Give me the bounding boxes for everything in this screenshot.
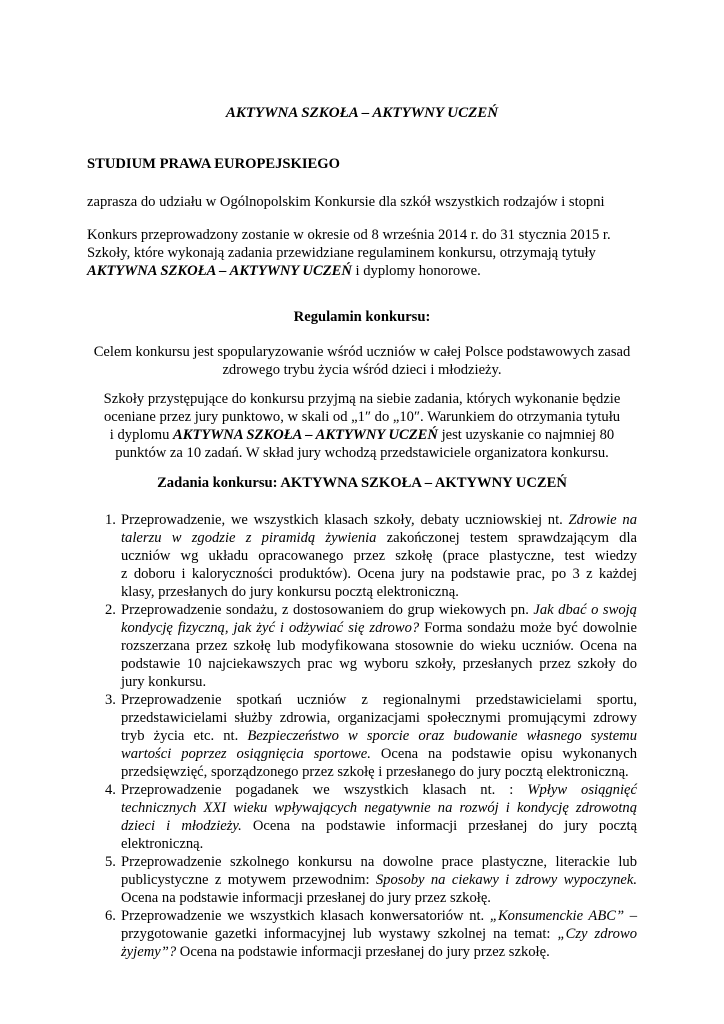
task-emphasis: Zdrowie na: [568, 512, 637, 528]
task-segment: Ocena na podstawie informacji przesłanej do jury pocztą: [241, 818, 637, 834]
goal-paragraph: [60, 343, 664, 379]
task-line: [121, 529, 637, 547]
task-emphasis: Bezpieczeństwo w sporcie oraz budowanie własnego systemu: [247, 728, 638, 744]
task-number: 5.: [105, 854, 116, 870]
task-emphasis: „Czy zdrowo: [557, 926, 637, 942]
task-segment: Ocena na podstawie informacji przesłanej do jury przez szkołę.: [121, 890, 491, 906]
regulations-heading: Regulamin konkursu:: [293, 309, 431, 325]
rules-line: oceniane przez jury punktowo, w skali od „1″ do „10″. Warunkiem do otrzymania tytułu: [103, 409, 621, 425]
task-segment: Forma sondażu może być dowolnie: [419, 620, 638, 636]
task-item: [105, 907, 637, 961]
task-segment: Przeprowadzenie szkolnego konkursu na dowolne prace plastyczne, literackie lub: [121, 854, 637, 870]
task-number: 6.: [105, 908, 116, 924]
task-text: [121, 511, 637, 601]
task-segment: –: [624, 908, 637, 924]
task-number: 3.: [105, 692, 116, 708]
task-segment: z doboru i kaloryczności produktów). Ocena jury na podstawie prac, po 3 z każdej: [121, 566, 637, 582]
task-emphasis: talerzu w zgodzie z piramidą żywienia: [121, 530, 377, 546]
task-text: [121, 691, 637, 781]
task-line: [121, 763, 637, 781]
task-segment: Przeprowadzenie pogadanek we wszystkich klasach nt. :: [121, 782, 528, 798]
invitation-text: zaprasza do udziału w Ogólnopolskim Konkursie dla szkół wszystkich rodzajów i stopni: [87, 194, 605, 210]
intro-line: Szkoły, które wykonają zadania przewidziane regulaminem konkursu, otrzymają tytuły: [87, 245, 596, 261]
rules-paragraph: [60, 390, 664, 462]
task-segment: jury konkursu.: [121, 674, 207, 690]
task-emphasis: Sposoby na ciekawy i zdrowy wypoczynek.: [375, 872, 637, 888]
task-number: 1.: [105, 512, 116, 528]
task-line: [121, 709, 637, 727]
task-segment: zakończonej testem sprawdzającym dla: [376, 530, 637, 546]
contest-name-emphasis: AKTYWNA SZKOŁA – AKTYWNY UCZEŃ: [87, 263, 352, 279]
task-text: [121, 907, 637, 961]
organizer-name: STUDIUM PRAWA EUROPEJSKIEGO: [87, 156, 340, 172]
goal-line: zdrowego trybu życia wśród dzieci i młodzieży.: [222, 362, 502, 378]
task-item: [105, 511, 637, 601]
task-item: [105, 601, 637, 691]
task-segment: przedsięwzięć, sporządzonego przez szkołę i przesłanego do jury pocztą elektroniczną.: [121, 764, 629, 780]
task-line: [121, 745, 637, 763]
task-line: [121, 601, 637, 619]
task-line: [121, 853, 637, 871]
task-emphasis: Wpływ osiągnięć: [527, 782, 637, 798]
task-line: [121, 547, 637, 565]
task-segment: Ocena na podstawie opisu wykonanych: [370, 746, 637, 762]
task-line: [121, 511, 637, 529]
document-title: AKTYWNA SZKOŁA – AKTYWNY UCZEŃ: [225, 105, 499, 121]
intro-line: [87, 262, 647, 280]
task-line: [121, 637, 637, 655]
task-line: [121, 619, 637, 637]
task-line: [121, 835, 637, 853]
tasks-heading: Zadania konkursu: AKTYWNA SZKOŁA – AKTYWNY UCZEŃ: [157, 475, 567, 491]
task-line: [121, 907, 637, 925]
task-text: [121, 853, 637, 907]
intro-line: Konkurs przeprowadzony zostanie w okresie od 8 września 2014 r. do 31 stycznia 2015 r.: [87, 227, 611, 243]
task-segment: podstawie 10 najciekawszych prac wg wyboru szkoły, przesłanych przez szkoły do: [121, 656, 637, 672]
task-segment: uczniów wg układu opracowanego przez szkołę (prace plastyczne, test wiedzy: [121, 548, 637, 564]
task-emphasis: „Konsumenckie ABC”: [489, 908, 625, 924]
rules-line-part: i dyplomu: [109, 427, 174, 443]
tasks-list: [105, 511, 637, 961]
task-segment: elektroniczną.: [121, 836, 204, 852]
task-emphasis: technicznych XXI wieku wpływających negatywnie na rozwój i kondycję zdrowotną: [121, 800, 637, 816]
task-segment: Ocena na podstawie informacji przesłanej do jury przez szkołę.: [176, 944, 550, 960]
task-line: [121, 673, 637, 691]
task-line: [121, 799, 637, 817]
contest-name-emphasis: AKTYWNA SZKOŁA – AKTYWNY UCZEŃ: [173, 427, 438, 443]
task-number: 2.: [105, 602, 116, 618]
task-line: [121, 889, 637, 907]
task-line: [121, 925, 637, 943]
task-text: [121, 781, 637, 853]
task-line: [121, 781, 637, 799]
task-segment: rozszerzana przez szkołę lub modyfikowana stosownie do wieku uczniów. Ocena na: [121, 638, 637, 654]
task-line: [121, 691, 637, 709]
task-line: [121, 583, 637, 601]
task-number: 4.: [105, 782, 116, 798]
goal-line: Celem konkursu jest spopularyzowanie wśród uczniów w całej Polsce podstawowych zasad: [93, 344, 631, 360]
task-emphasis: Jak dbać o swoją: [533, 602, 637, 618]
task-segment: Przeprowadzenie sondażu, z dostosowaniem do grup wiekowych pn.: [121, 602, 534, 618]
task-segment: Przeprowadzenie, we wszystkich klasach szkoły, debaty uczniowskiej nt.: [121, 512, 569, 528]
task-emphasis: dzieci i młodzieży.: [121, 818, 242, 834]
task-segment: Przeprowadzenie spotkań uczniów z regionalnymi przedstawicielami sportu,: [121, 692, 637, 708]
task-line: [121, 565, 637, 583]
rules-line-part: jest uzyskanie co najmniej 80: [437, 427, 615, 443]
task-emphasis: wartości poprzez osiągnięcia sportowe.: [121, 746, 371, 762]
task-segment: przedstawicielami służby zdrowia, organizacjami społecznymi promującymi zdrowy: [121, 710, 637, 726]
task-segment: tryb życia etc. nt.: [121, 728, 248, 744]
intro-paragraph: [87, 226, 647, 280]
task-line: [121, 817, 637, 835]
intro-line-rest: i dyplomy honorowe.: [351, 263, 481, 279]
task-text: [121, 601, 637, 691]
task-line: [121, 655, 637, 673]
task-emphasis: żyjemy”?: [121, 944, 177, 960]
task-segment: Przeprowadzenie we wszystkich klasach konwersatoriów nt.: [121, 908, 490, 924]
task-segment: przygotowanie gazetki informacyjnej lub wystawy szkolnej na temat:: [121, 926, 558, 942]
task-line: [121, 943, 637, 961]
task-emphasis: kondycję fizyczną, jak żyć i odżywiać się zdrowo?: [121, 620, 420, 636]
task-line: [121, 871, 637, 889]
task-item: [105, 691, 637, 781]
rules-line: punktów za 10 zadań. W skład jury wchodzą przedstawiciele organizatora konkursu.: [115, 445, 609, 461]
task-line: [121, 727, 637, 745]
task-item: [105, 853, 637, 907]
task-segment: klasy, przesłanych do jury konkursu pocztą elektroniczną.: [121, 584, 459, 600]
task-segment: publicystyczne z motywem przewodnim:: [121, 872, 376, 888]
task-item: [105, 781, 637, 853]
rules-line: [60, 426, 664, 444]
rules-line: Szkoły przystępujące do konkursu przyjmą na siebie zadania, których wykonanie będzie: [103, 391, 621, 407]
